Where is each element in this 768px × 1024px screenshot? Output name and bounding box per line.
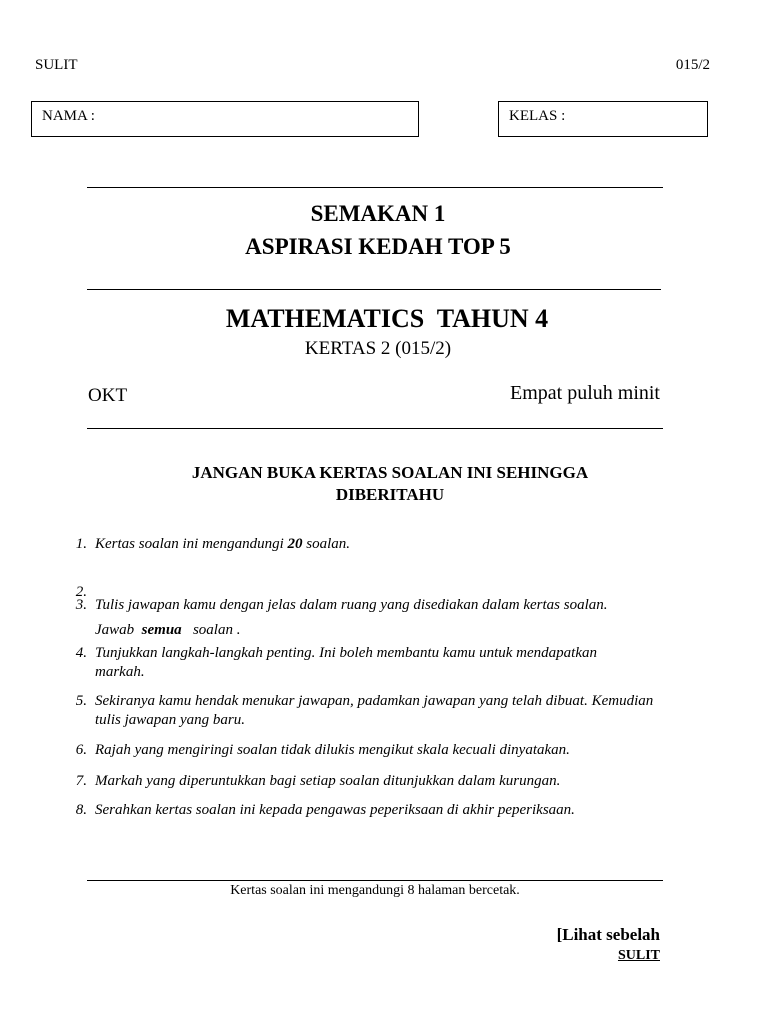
- instruction-text: Rajah yang mengiringi soalan tidak dilukis mengikut skala kecuali dinyatakan.: [95, 742, 570, 758]
- exam-title-line2: ASPIRASI KEDAH TOP 5: [245, 234, 511, 259]
- instruction-item: [65, 741, 705, 760]
- instruction-text: Serahkan kertas soalan ini kepada pengawas peperiksaan di akhir peperiksaan.: [95, 802, 575, 818]
- turn-over-note: [Lihat sebelah: [556, 925, 660, 944]
- instruction-number: 4.: [75, 645, 87, 661]
- subject-title: MATHEMATICS TAHUN 4: [225, 304, 549, 333]
- exam-title-line1: SEMAKAN 1: [310, 201, 446, 226]
- instruction-emphasis: semua: [141, 622, 182, 638]
- instruction-number: 8.: [75, 802, 87, 818]
- class-field[interactable]: [498, 101, 708, 137]
- warning-text: [95, 462, 685, 506]
- instruction-text: Jawab: [95, 622, 142, 638]
- exam-duration: Empat puluh minit: [510, 382, 660, 404]
- class-label: KELAS :: [509, 108, 566, 124]
- footer-sulit: SULIT: [617, 948, 660, 963]
- footer-divider: [87, 880, 663, 881]
- paper-code: KERTAS 2 (015/2): [304, 338, 452, 359]
- instruction-item: [65, 644, 625, 682]
- instruction-text: Kertas soalan ini mengandungi: [95, 536, 288, 552]
- instruction-number: 1.: [75, 536, 87, 552]
- divider-bottom: [87, 428, 663, 429]
- divider-top: [87, 187, 663, 188]
- instruction-number: 7.: [75, 773, 87, 789]
- exam-month: OKT: [88, 385, 128, 406]
- instruction-number: 6.: [75, 742, 87, 758]
- warning-line1: JANGAN BUKA KERTAS SOALAN INI SEHINGGA: [191, 463, 589, 482]
- instruction-text-end: soalan.: [302, 536, 351, 552]
- header-sulit: SULIT: [35, 57, 78, 73]
- instruction-emphasis: 20: [287, 536, 303, 552]
- instruction-text-end: soalan .: [181, 622, 241, 638]
- divider-middle: [87, 289, 661, 290]
- instruction-number: 5.: [75, 693, 87, 709]
- name-label: NAMA :: [42, 108, 95, 124]
- instruction-number: 3.: [75, 597, 87, 613]
- page-count-note: Kertas soalan ini mengandungi 8 halaman bercetak.: [230, 883, 520, 898]
- instruction-item: [65, 692, 665, 730]
- instruction-item: [65, 801, 705, 820]
- instruction-item: [65, 772, 705, 791]
- instruction-text: Markah yang diperuntukkan bagi setiap soalan ditunjukkan dalam kurungan.: [95, 773, 561, 789]
- instruction-item: [65, 596, 655, 615]
- header-code: 015/2: [675, 57, 710, 73]
- instruction-text: Tunjukkan langkah-langkah penting. Ini boleh membantu kamu untuk mendapatkan markah.: [95, 645, 597, 680]
- instruction-item: [65, 535, 685, 554]
- instruction-text: Sekiranya kamu hendak menukar jawapan, padamkan jawapan yang telah dibuat. Kemudian tulis jawapan yang baru.: [95, 693, 654, 728]
- instruction-number: 2.: [75, 584, 87, 600]
- instruction-text: Tulis jawapan kamu dengan jelas dalam ruang yang disediakan dalam kertas soalan.: [95, 597, 608, 613]
- name-field[interactable]: [31, 101, 419, 137]
- warning-line2: DIBERITAHU: [335, 485, 445, 504]
